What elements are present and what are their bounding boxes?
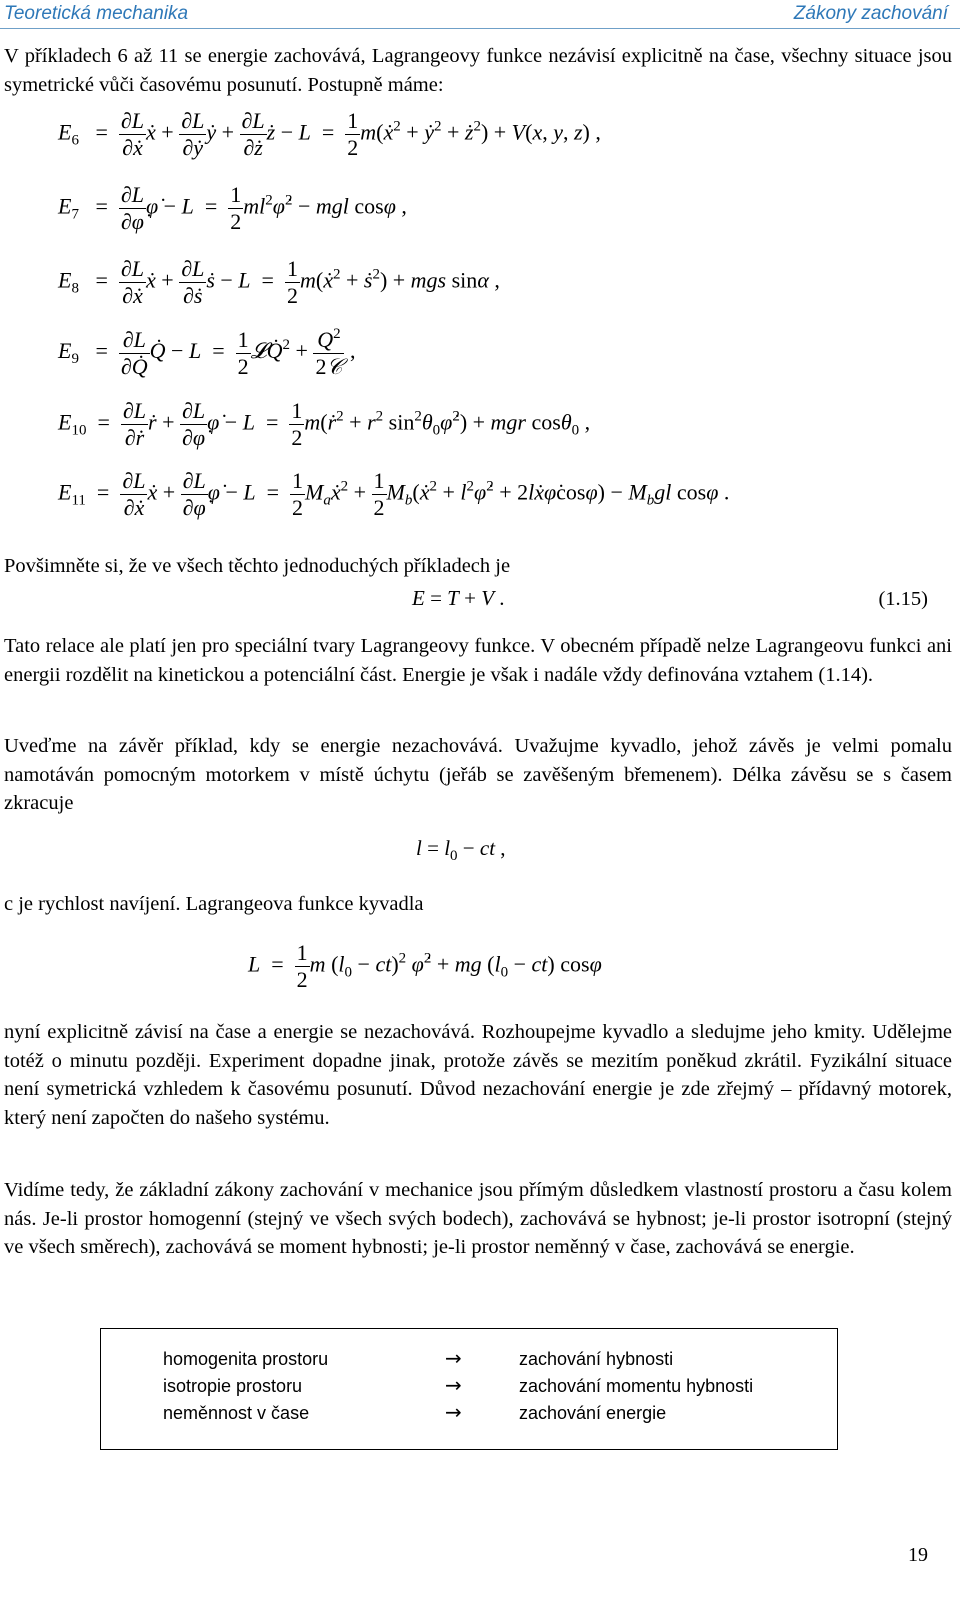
- equation-e9: $E_9$ = $\frac{\partial L}{\partial Q̇}$ Q̇ − L = $\frac{1}{2}$ 𝓛Q̇$^2$ + $\frac{Q^2}{\text{2𝒞}}$ ,: [58, 326, 356, 379]
- equation-number-1-15: (1.15): [878, 588, 928, 610]
- arrow-icon: →: [445, 1400, 462, 1424]
- intro-paragraph: V příkladech 6 až 11 se energie zachovává, Lagrangeovy funkce nezávisí explicitně na čase, všechny situace jsou symetrické vůči časovému posunutí. Postupně máme:: [4, 45, 952, 96]
- summary-row: [163, 1373, 823, 1403]
- equation-rope-length: $l = l_0$ − ct ,: [416, 836, 506, 864]
- non-conservation-paragraph: nyní explicitně závisí na čase a energie se nezachovává. Rozhoupejme kyvadlo a sledujme jeho kmity. Udělejme totéž o minutu později. Experiment dopadne jinak, protože závěs se mezitím poněkud zkrátil. Fyzikální situace není symetrická vzhledem k časovému posunutí. Důvod nezachování energie je zde zřejmý – přídavný motorek, který není započten do našeho systému.: [4, 1021, 952, 1129]
- equation-e7: $E_7$ = $\frac{\partial L}{\partial\varphi̇}$ φ̇ − L = $\frac{1}{2}$ $ml^2\varphi̇^2$ − mgl cosφ ,: [58, 182, 407, 234]
- equation-1-15: E = T + V .: [412, 586, 505, 610]
- equation-e8: $E_8$ = $\frac{\partial L}{\text{∂ẋ}}$ ẋ + $\frac{\partial L}{\text{∂ṡ}}$ ṡ − L = $\frac{1}{2}$ m(ẋ$^2$ + ṡ$^2$) + mgs sinα ,: [58, 256, 500, 308]
- summary-law: zachování energie: [519, 1403, 667, 1423]
- header-chapter-title: Zákony zachování: [793, 3, 948, 24]
- page-number: 19: [908, 1544, 928, 1566]
- running-header: [0, 0, 960, 29]
- summary-symmetry: homogenita prostoru: [163, 1349, 329, 1369]
- summary-symmetry: isotropie prostoru: [163, 1376, 303, 1396]
- symmetry-summary-box: [100, 1328, 838, 1450]
- conclusion-paragraph: Vidíme tedy, že základní zákony zachování v mechanice jsou přímým důsledkem vlastností prostoru a času kolem nás. Je-li prostor homogenní (stejný ve všech svých bodech), zachovává se hybnost; je-li prostor isotropní (stejný ve všech směrech), zachovává se moment hybnosti; je-li prostor neměnný v čase, zachovává se energie.: [4, 1179, 952, 1259]
- header-book-title: Teoretická mechanika: [4, 3, 189, 24]
- summary-law: zachování momentu hybnosti: [519, 1376, 754, 1396]
- summary-row: [163, 1400, 823, 1430]
- pendulum-intro-paragraph: Uveďme na závěr příklad, kdy se energie nezachovává. Uvažujme kyvadlo, jehož závěs je velmi pomalu namotáván pomocným motorkem v místě úchytu (jeřáb se zavěšeným břemenem). Délka závěsu se s časem zkracuje: [4, 735, 952, 815]
- equation-e10: $E_{10}$ = $\frac{\partial L}{\text{∂ṙ}}$ ṙ + $\frac{\partial L}{\partial\varphi̇}$ φ̇ − L = $\frac{1}{2}$ m(ṙ$^2$ + $r^2$ $\sin^2\theta_0\varphi̇^2$) + mgr cosθ$_0$ ,: [58, 398, 591, 450]
- arrow-icon: →: [445, 1373, 462, 1397]
- summary-law: zachování hybnosti: [519, 1349, 674, 1369]
- summary-row: [163, 1346, 823, 1376]
- arrow-icon: →: [445, 1346, 462, 1370]
- equation-pendulum-lagrangian: L = $\frac{1}{2}$ m $(l_0 - ct)^2$ φ̇$^2$ + mg $(l_0 - ct)$ cosφ: [248, 940, 602, 992]
- relation-paragraph: Tato relace ale platí jen pro speciální tvary Lagrangeovy funkce. V obecném případě nelze Lagrangeovu funkci ani energii rozdělit na kinetickou a potenciální část. Energie je však i nadále vždy definována vztahem (1.14).: [4, 635, 952, 686]
- winding-speed-paragraph: c je rychlost navíjení. Lagrangeova funkce kyvadla: [4, 893, 424, 915]
- summary-symmetry: neměnnost v čase: [163, 1403, 310, 1423]
- observation-paragraph: Povšimněte si, že ve všech těchto jednoduchých příkladech je: [4, 555, 511, 577]
- equation-e11: $E_{11}$ = $\frac{\partial L}{\text{∂ẋ}}$ ẋ + $\frac{\partial L}{\partial\varphi̇}$ φ̇ − L = $\frac{1}{2}$ $M_aẋ^2$ + $\frac{1}{2}$ $M_b(ẋ^2$ + $l^2\varphi̇^2$ + 2lẋφ̇cosφ) − $M_bgl$ cosφ .: [58, 468, 730, 520]
- equation-e6: $E_6$ = $\frac{\partial L}{\text{∂ẋ}}$ ẋ + $\frac{\partial L}{\text{∂ẏ}}$ ẏ + $\frac{\partial L}{\partial ż}$ ż − L = $\frac{1}{2}$ m(ẋ$^2$ + ẏ$^2$ + $ż^2) + V(x$, y, z) ,: [58, 108, 601, 160]
